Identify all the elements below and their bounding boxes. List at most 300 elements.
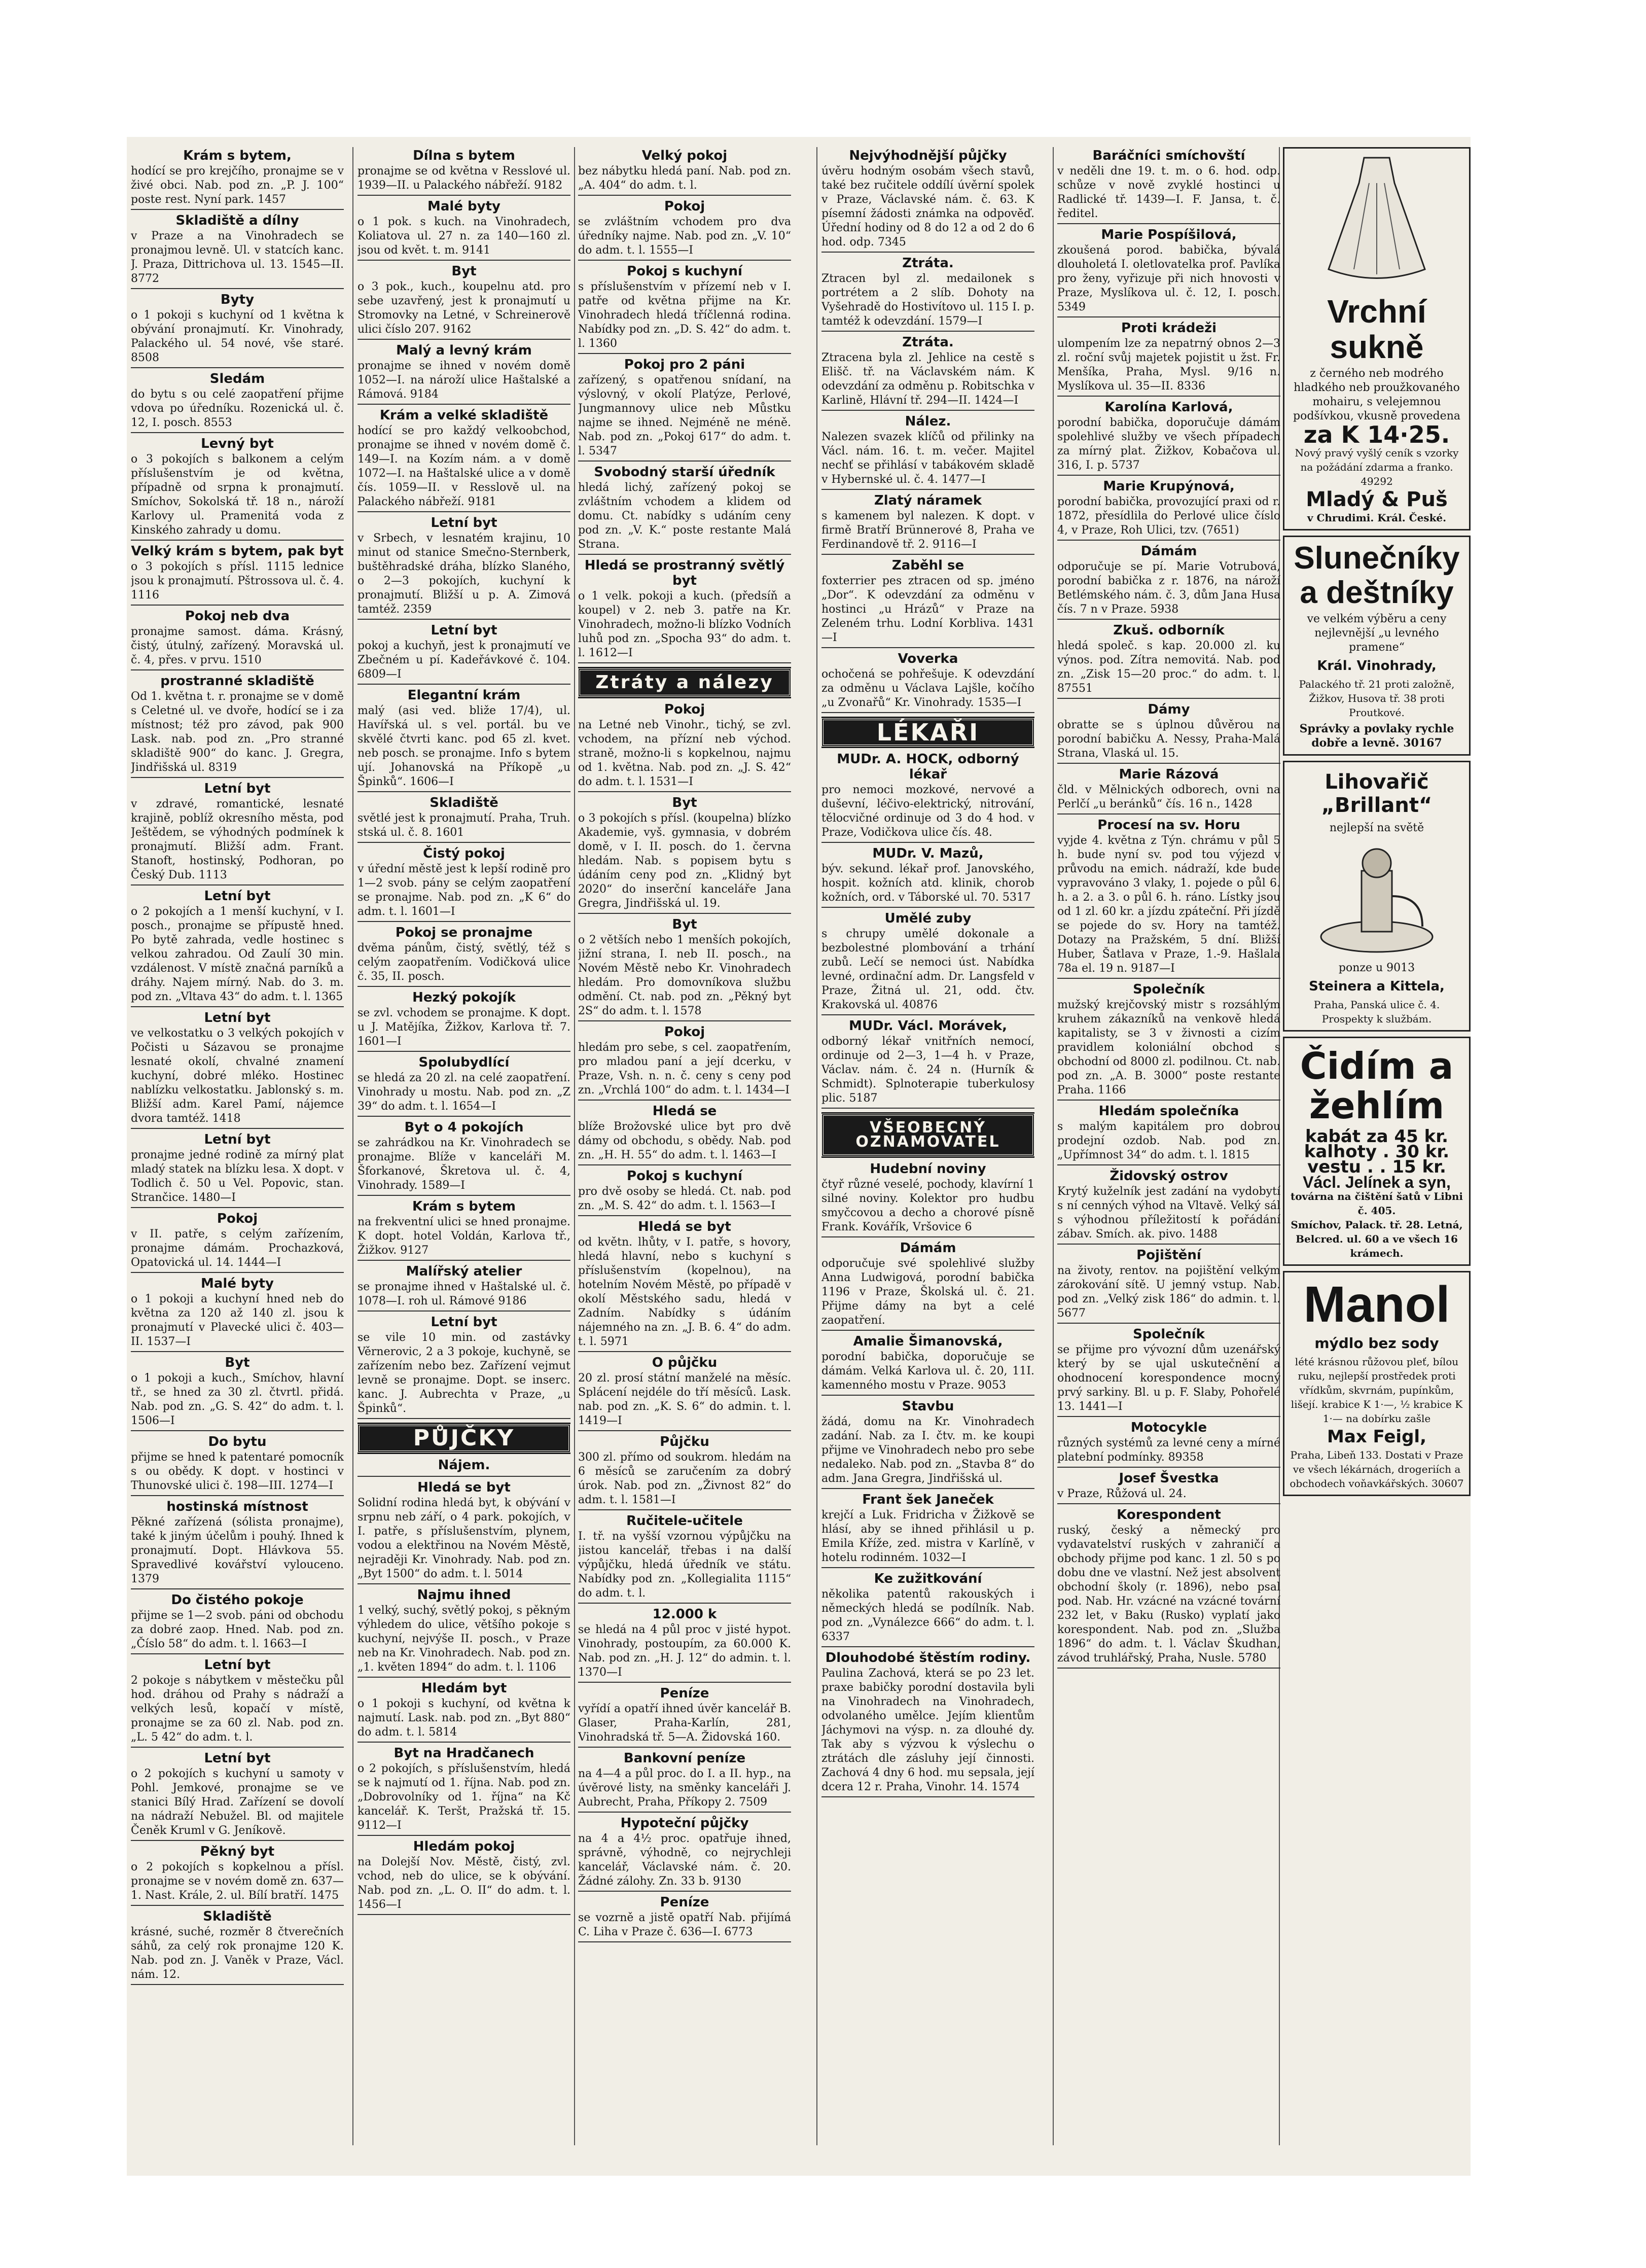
ad-text: Solidní rodina hledá byt, k obývání v srpnu neb září, o 4 park. pokojích, v I. patře, s příslušenstvím, plynem, vodou a elektřinou na Novém Městě, nejraději Kr. Vinohrady. Nab. pod zn. „Byt 1500“ do adm. t. l. 5014 bbox=[357, 1497, 570, 1580]
umbrella-ad-text: ve velkém výběru a ceny nejlevnější „u levného pramene“ bbox=[1307, 613, 1447, 654]
ad-heading: Dámy bbox=[1148, 702, 1190, 717]
ad-heading: Byt na Hradčanech bbox=[393, 1746, 534, 1761]
ad-text: v zdravé, romantické, lesnaté krajině, poblíž okresního města, pod Ještědem, se výhodných podmínek k pronajmutí. Bližší adm. Frant. Stanoft, hostinský, Podhoran, po Český Dub. 1113 bbox=[131, 798, 344, 881]
ad-heading: Společník bbox=[1133, 1327, 1205, 1342]
ad-text: porodní babička, doporučuje dámám spolehlivé služby ve všech případech za mírný plat. Žižkov, Kobačova ul. 316, I. p. 5737 bbox=[1057, 416, 1280, 472]
ad-text: pro dvě osoby se hledá. Ct. nab. pod zn. „M. S. 42“ do adm. t. l. 1563—I bbox=[578, 1185, 791, 1212]
ad-text: bez nábytku hledá paní. Nab. pod zn. „A. 404“ do adm. t. l. bbox=[578, 165, 791, 192]
skirt-ad-place: v Chrudimi. Král. České. bbox=[1307, 512, 1447, 524]
column-rule bbox=[574, 147, 575, 2145]
classified-ad bbox=[131, 674, 344, 778]
soap-ad-title: Manol bbox=[1303, 1276, 1450, 1333]
classified-column-2 bbox=[357, 147, 570, 2155]
ad-text: ruský, český a německý pro vydavatelství ruských v zahraničí a obchody přijme pod kanc. 1 zl. 50 s po dobu dne ve vlastní. Než jest absolvent obchodní školy (r. 1896), nebo psal pod. Nab. Hr. vzácné na vzácné tovární 232 let, v Baku (Rusko) vyplatí jako korespondent. Nab. pod zn. „Služba 1896“ do adm. t. l. Václav Škudhan, závod truhlářský, Praha, Nusle. 5780 bbox=[1057, 1524, 1280, 1664]
cleaning-ad bbox=[1283, 1037, 1471, 1266]
ad-text: pronajme samost. dáma. Krásný, čistý, útulný, zařízený. Moravská ul. č. 4, přes. v prvu. 1510 bbox=[131, 625, 344, 666]
ad-heading: MUDr. V. Mazů, bbox=[872, 846, 984, 861]
classified-ad bbox=[131, 371, 344, 433]
ad-text: o 2 pokojích s kuchyní u samoty v Pohl. Jemkové, pronajme se ve stanici Bílý Hrad. Zařízení se dovolí na nádraží Nebužel. Bl. od majitele Čeněk Kruml v G. Jeníkově. bbox=[131, 1767, 344, 1837]
ad-text: pronajme se ihned v novém domě 1052—I. na nároží ulice Haštalské a Rámová. 9184 bbox=[357, 360, 570, 401]
soap-ad-text: lété krásnou růžovou pleť, bílou ruku, nejlepší prostředek proti vřídkům, skvrnám, pupínkům, lišejí. krabice K 1·—, ½ krabice K 1·— na dobírku zašle bbox=[1291, 1356, 1463, 1425]
classified-ad bbox=[357, 1681, 570, 1743]
classified-ad bbox=[578, 1751, 791, 1813]
ad-text: malý (asi ved. bliže 17/4), ul. Havířská ul. s vel. portál. bu ve skvělé čtvrti kanc. pod 65 zl. kvet. neb posch. se pronajme. Info s bytem ují. Johanovská na Příkopě „u Špinků“. 1606—I bbox=[357, 704, 570, 788]
classified-ad bbox=[131, 609, 344, 670]
classified-ad bbox=[1057, 321, 1280, 397]
skirt-ad-text: z černého neb modrého hladkého neb proužkovaného mohairu, s velejemnou podšívkou, vkusně provedena bbox=[1293, 367, 1460, 422]
ad-heading: hostinská místnost bbox=[166, 1499, 308, 1514]
ad-text: o 1 velk. pokoji a kuch. (předsíň a koupel) v 2. neb 3. patře na Kr. Vinohradech, možno-li blízko Vodních luhů pod zn. „Spocha 93“ do adm. t. l. 1612—I bbox=[578, 590, 791, 659]
ad-heading: Pokoj bbox=[664, 199, 705, 214]
ad-heading: O půjčku bbox=[652, 1355, 718, 1370]
ad-text: mužský krejčovský mistr s rozsáhlým kruhem zákazníků na venkově hledá kapitalisty, se 3 v živnosti a cizím pravidlem koloniální obchod s obchodní od 8000 zl. podilnou. Ct. nab. pod zn. „A. B. 3000“ poste restante Praha. 1166 bbox=[1057, 999, 1280, 1096]
cleaning-ad-firm: Václ. Jelínek a syn, bbox=[1303, 1173, 1451, 1191]
ad-text: o 3 pokojích s přísl. (koupelna) blízko Akademie, vyš. gymnasia, v dobrém domě, v I. II. posch. do 1. června hledám. Nab. s popisem bytu s údáním ceny pod zn. „Klidný byt 2020“ do inserční kanceláře Jana Gregra, Jindřišská ul. 19. bbox=[578, 812, 791, 910]
classified-ad bbox=[357, 1587, 570, 1678]
ad-text: odporučuje své spolehlivé služby Anna Ludwigová, porodní babička 1196 v Praze, Školská ul. č. 21. Přijme dámy na byt a celé zaopatření. bbox=[821, 1257, 1034, 1327]
cleaning-ad-text2: Smíchov, Palack. tř. 28. Letná, Belcred. ul. 60 a ve všech 16 krámech. bbox=[1291, 1219, 1463, 1259]
classified-ad bbox=[357, 343, 570, 405]
ad-text: v Srbech, v lesnatém krajinu, 10 minut od stanice Smečno-Sternberk, buštěhradské dráha, blízko Slaného, o 2—3 pokojích, kuchyní k pronajmutí. Bližší u p. A. Zimová tamtéž. 2359 bbox=[357, 532, 570, 616]
ad-text: v Praze a na Vinohradech se pronajmou levně. Ul. v statcích kanc. J. Praza, Dittrichova ul. 13. 1545—II. 8772 bbox=[131, 230, 344, 285]
classified-ad bbox=[357, 990, 570, 1052]
ad-text: pro nemoci mozkové, nervové a duševní, léčivo-elektrický, nitrování, tělocvičné ordinuje od 3 do 4 hod. v Praze, Vodičkova ulice čís. 48. bbox=[821, 784, 1034, 839]
classified-ad bbox=[821, 148, 1034, 253]
ad-text: Pěkné zařízená (sólista pronajme), také k jiným účelům i pouhý. Ihned k pronajmutí. Dopt. Hlávkova 55. Spravedlivé kovářství vylouceno. 1379 bbox=[131, 1516, 344, 1585]
ad-heading: Velký pokoj bbox=[641, 148, 728, 163]
ad-heading: Ztráta. bbox=[902, 335, 954, 350]
classified-ad bbox=[131, 1909, 344, 1985]
ad-heading: Frant šek Janeček bbox=[862, 1492, 994, 1507]
ad-heading: Zaběhl se bbox=[891, 558, 964, 573]
classified-ad bbox=[357, 408, 570, 512]
ad-text: o 1 pokoji s kuchyní, od května k najmutí. Lask. nab. pod zn. „Byt 880“ do adm. t. l. 5814 bbox=[357, 1697, 570, 1739]
ad-text: přijme se 1—2 svob. páni od obchodu za dobré zaop. Hned. Nab. pod zn. „Číslo 58“ do adm. t. l. 1663—I bbox=[131, 1609, 344, 1650]
classified-ad bbox=[578, 1168, 791, 1216]
classified-ad bbox=[131, 889, 344, 1007]
distiller-ad-firm: Steinera a Kittela, bbox=[1309, 979, 1445, 994]
classified-ad bbox=[357, 1199, 570, 1261]
cleaning-ad-line1: kabát za 45 kr. bbox=[1305, 1126, 1449, 1147]
ad-text: v II. patře, s celým zařízením, pronajme dámám. Prochazková, Opatovická ul. 14. 1444—I bbox=[131, 1228, 344, 1269]
distiller-ad bbox=[1283, 761, 1471, 1032]
ad-heading: Hledám pokoj bbox=[413, 1839, 515, 1854]
classified-ad bbox=[1057, 148, 1280, 224]
ad-text: pronajme jedné rodině za mírný plat mladý statek na blízku lesa. X dopt. v Todlich č. 50 u Vel. Popovic, stan. Strančice. 1480—I bbox=[131, 1149, 344, 1204]
classified-ad bbox=[131, 1751, 344, 1841]
ad-heading: Byty bbox=[220, 292, 255, 307]
classified-ad bbox=[578, 702, 791, 792]
classified-ad bbox=[578, 357, 791, 462]
soap-ad-firm: Max Feigl, bbox=[1327, 1427, 1426, 1447]
classified-ad bbox=[357, 846, 570, 922]
ad-text: v neděli dne 19. t. m. o 6. hod. odp. schůze v nově zvyklé hostinci u Radlické tř. 1439—I. F. Jansa, t. č. ředitel. bbox=[1057, 165, 1280, 220]
ad-heading: Karolína Karlová, bbox=[1104, 400, 1233, 415]
classified-ad bbox=[821, 1161, 1034, 1237]
ad-heading: prostranné skladiště bbox=[160, 674, 314, 689]
ad-text: v Praze, Růžová ul. 24. bbox=[1057, 1487, 1187, 1500]
classified-ad bbox=[131, 1499, 344, 1589]
classified-ad bbox=[1057, 1248, 1280, 1324]
ad-heading: Elegantní krám bbox=[407, 688, 521, 703]
classified-ad bbox=[357, 1458, 570, 1477]
column-rule bbox=[352, 147, 353, 2145]
ad-heading: 12.000 k bbox=[652, 1607, 717, 1622]
ad-text: na frekventní ulici se hned pronajme. K dopt. hotel Voldán, Karlova tř., Žižkov. 9127 bbox=[357, 1216, 570, 1257]
ad-heading: Pokoj s kuchyní bbox=[627, 1168, 742, 1184]
ad-heading: Letní byt bbox=[431, 515, 497, 530]
ad-text: se zahrádkou na Kr. Vinohradech se pronajme. Blíže v kanceláři M. Šforkanové, Škretova ul. č. 4, Vinohrady. 1589—I bbox=[357, 1137, 570, 1192]
ad-text: se zvláštním vchodem pro dva úředníky najme. Nab. pod zn. „V. 10“ do adm. t. l. 1555—I bbox=[578, 216, 791, 257]
classified-ad bbox=[357, 264, 570, 340]
classified-ad bbox=[1057, 767, 1280, 814]
classified-ad bbox=[821, 558, 1034, 648]
classified-ad bbox=[578, 148, 791, 196]
ad-heading: Dámám bbox=[900, 1241, 956, 1256]
column-3-top bbox=[578, 148, 791, 663]
ad-text: Ztracena byla zl. Jehlice na cestě s Elišč. tř. na Václavském nám. K odevzdání za odměnu p. Robitschka v Karlině, Hlávní tř. 294—II. 1424—I bbox=[821, 351, 1034, 407]
ad-heading: Letní byt bbox=[204, 1132, 271, 1147]
ad-text: krásné, suché, rozměr 8 čtverečních sáhů, za celý rok pronajme 120 K. Nab. pod zn. J. Vaněk v Praze, Václ. nám. 12. bbox=[131, 1926, 344, 1981]
ad-heading: Dlouhodobé štěstím rodiny. bbox=[825, 1650, 1031, 1665]
ad-heading: Ke zužitkování bbox=[874, 1571, 982, 1586]
classified-ad bbox=[1057, 1327, 1280, 1417]
ad-text: žádá, domu na Kr. Vinohradech zadání. Nab. za I. čtv. m. ke koupi přijme ve Vinohradech nebo pro sebe nedaleko. Nab. pod zn. „Stavba 8“ do adm. Jana Gregra, Jindřišská ul. bbox=[821, 1415, 1034, 1485]
classified-ad bbox=[821, 1241, 1034, 1331]
ad-heading: Pokoj bbox=[664, 702, 705, 717]
ad-heading: Hledám společníka bbox=[1098, 1104, 1239, 1119]
classified-ad bbox=[357, 148, 570, 196]
ad-heading: Svobodný starší úředník bbox=[594, 465, 775, 480]
ad-heading: Korespondent bbox=[1117, 1507, 1221, 1522]
classified-ad bbox=[131, 1010, 344, 1129]
ad-heading: Byt bbox=[672, 795, 697, 810]
ad-heading: Skladiště bbox=[203, 1909, 272, 1924]
ad-heading: Do čistého pokoje bbox=[171, 1592, 304, 1608]
classified-ad bbox=[578, 264, 791, 354]
ad-heading: Nález. bbox=[905, 414, 951, 429]
classified-column-1 bbox=[131, 147, 344, 2155]
ad-text: 1 velký, suchý, světlý pokoj, s pěkným výhledem do ulice, většího pokoje s kuchyní, nejvýše II. posch., v Praze neb na Kr. Vinohradech. Nab. pod zn. „1. květen 1894“ do adm. t. l. 1106 bbox=[357, 1604, 570, 1674]
classified-ad bbox=[1057, 818, 1280, 979]
classified-ad bbox=[131, 436, 344, 541]
ad-heading: Společník bbox=[1133, 982, 1205, 997]
ad-heading: Baráčníci smíchovští bbox=[1092, 148, 1245, 163]
classified-ad bbox=[1057, 227, 1280, 317]
classified-ad bbox=[131, 292, 344, 368]
ad-heading: Hledá se byt bbox=[638, 1219, 731, 1234]
ad-text: 20 zl. prosí státní manželé na měsíc. Splácení nejdéle do tří měsíců. Lask. nab. pod zn. „K. S. 6“ do admin. t. l. 1419—I bbox=[578, 1372, 791, 1427]
classified-ad bbox=[131, 213, 344, 289]
ad-heading: Skladiště bbox=[430, 795, 498, 810]
ad-heading: Letní byt bbox=[204, 781, 271, 796]
ad-heading: Pokoj neb dva bbox=[185, 609, 290, 624]
ad-text: na Dolejší Nov. Městě, čistý, zvl. vchod, neb do ulice, se k obývání. Nab. pod zn. „L. O. II“ do adm. t. l. 1456—I bbox=[357, 1856, 570, 1911]
ad-heading: Malé byty bbox=[427, 199, 500, 214]
classified-ad bbox=[578, 1816, 791, 1892]
ad-heading: Marie Pospíšilová, bbox=[1101, 227, 1237, 242]
ad-text: v úřední městě jest k lepší rodině pro 1—2 svob. pány se celým zaopatření se pronajme. Nab. pod zn. „K 6“ do adm. t. l. 1601—I bbox=[357, 863, 570, 918]
ad-text: blíže Brožovské ulice byt pro dvě dámy od obchodu, s obědy. Nab. pod zn. „H. H. 55“ do adm. t. l. 1463—I bbox=[578, 1120, 791, 1161]
ad-text: Paulina Zachová, která se po 23 let. praxe babičky porodní dostavila byli na Vinohradech na Vinohradech, odvolaného umělce. Jejím klientům Jáchymovi na výsp. n. za dlouhé dy. Tak aby s výzvou k výslechu o ztrátách dle zásluhy její činnosti. Zachová 4 dny 6 hod. mu sepsala, její dcera 12 r. Praha, Vinohr. 14. 1574 bbox=[821, 1667, 1034, 1793]
skirt-ad bbox=[1283, 147, 1471, 530]
ztraty-banner: Ztráty a nálezy bbox=[578, 668, 791, 697]
classified-ad bbox=[357, 1839, 570, 1915]
classified-ad bbox=[821, 256, 1034, 332]
ad-text: dvěma pánům, čistý, světlý, též s celým zaopatřením. Vodičková ulice č. 35, II. posch. bbox=[357, 942, 570, 983]
ad-heading: Motocykle bbox=[1130, 1420, 1207, 1435]
skirt-ad-price: za K 14·25. bbox=[1303, 421, 1450, 448]
classified-ad bbox=[131, 1657, 344, 1748]
ad-text: se vozrně a jistě opatří Nab. přijímá C. Liha v Praze č. 636—I. 6773 bbox=[578, 1911, 791, 1938]
classified-ad bbox=[1057, 982, 1280, 1101]
column-rule bbox=[816, 147, 817, 2145]
ad-heading: Ručitele-učitele bbox=[626, 1513, 743, 1529]
classified-ad bbox=[1057, 479, 1280, 541]
classified-ad bbox=[821, 651, 1034, 713]
ad-text: hodící se pro krejčího, pronajme se v živé obci. Nab. pod zn. „P. J. 100“ poste rest. Nyní park. 1457 bbox=[131, 165, 344, 206]
ad-text: ulompením lze za nepatrný obnos 2—3 zl. roční svůj majetek pojistit u žst. Fr. Menšíka, Praha, Mysl. 9/16 n. Myslíkova ul. 35—II. 8336 bbox=[1057, 337, 1280, 393]
classified-ad bbox=[578, 1686, 791, 1748]
classified-column-3 bbox=[578, 147, 791, 2155]
ad-heading: Hledá se prostranný světlý byt bbox=[584, 558, 785, 588]
ad-heading: Malé byty bbox=[201, 1276, 274, 1291]
ad-heading: Ztráta. bbox=[902, 256, 954, 271]
ad-heading: Velký krám s bytem, pak byt bbox=[131, 544, 344, 559]
ad-text: o 3 pokojích s balkonem a celým příslušenstvím je od května, případně od srpna k pronajmutí. Smíchov, Sokolská tř. 18 n., nároží Karlovy ul. Pramenitá voda z Kinského zahrady u domu. bbox=[131, 453, 344, 537]
ad-heading: Letní byt bbox=[204, 1010, 271, 1025]
ad-heading: Zlatý náramek bbox=[874, 493, 982, 508]
ad-heading: Peníze bbox=[660, 1686, 709, 1701]
ad-text: vyřídí a opatří ihned úvěr kancelář B. Glaser, Praha-Karlín, 281, Vinohradská tř. 5—A. Židovská 160. bbox=[578, 1703, 791, 1744]
classified-ad bbox=[131, 1211, 344, 1273]
classified-ad bbox=[131, 1592, 344, 1654]
classified-ad bbox=[1057, 1168, 1280, 1245]
ad-heading: Zkuš. odborník bbox=[1113, 623, 1225, 638]
skirt-illustration bbox=[1293, 153, 1460, 290]
umbrella-ad-title: Slunečníky a deštníky bbox=[1294, 541, 1460, 610]
soap-ad-place: Praha, Libeň 133. Dostati v Praze ve všech lékárnách, drogeriích a obchodech voňavkářských. 30607 bbox=[1290, 1449, 1464, 1490]
classified-ad bbox=[131, 1434, 344, 1496]
ad-text: o 2 pokojích a 1 menší kuchyní, v I. posch., pronajme se přípustě hned. Po bytě zahrada, vedle hostinec s velkou zahradou. Od Zaulí 30 min. vzdálenost. V místě značná parníků a dráhy. Najem mírný. Nab. do 3. m. pod zn. „Vltava 43“ do adm. t. l. 1365 bbox=[131, 905, 344, 1003]
ad-text: porodní babička, provozující praxi od r. 1872, přesídlila do Perlové ulice číslo 4, v Praze, Roh Ulici, tzv. (7651) bbox=[1057, 495, 1280, 537]
classified-ad bbox=[821, 911, 1034, 1015]
classified-ad bbox=[357, 1746, 570, 1836]
classified-column-4 bbox=[821, 147, 1034, 2155]
classified-ad bbox=[1057, 1420, 1280, 1468]
pujcky-banner: PŮJČKY bbox=[357, 1424, 570, 1452]
ad-text: na životy, rentov. na pojištění velkým zárokování sítě. U jemný vstup. Nab. pod zn. „Velký zisk 186“ do admin. t. l. 5677 bbox=[1057, 1264, 1280, 1320]
ad-text: Krytý kuželník jest zadání na vydobytí s ní cenných výhod na Vltavě. Velký sál s výhodnou příležitostí k pořádání zábav. Smích. ak. pivo. 1488 bbox=[1057, 1185, 1280, 1241]
ad-heading: Malířský atelier bbox=[406, 1264, 522, 1279]
skirt-ad-note: Nový pravý vyšlý ceník s vzorky na požádání zdarma a franko. 49292 bbox=[1295, 447, 1459, 487]
ad-text: se pronajme ihned v Haštalské ul. č. 1078—I. roh ul. Rámové 9186 bbox=[357, 1281, 570, 1307]
umbrella-ad-note: Správky a povlaky rychle dobře a levně. 30167 bbox=[1299, 722, 1454, 750]
ad-heading: Pokoj bbox=[217, 1211, 258, 1226]
classified-ad bbox=[578, 465, 791, 555]
ad-heading: Čistý pokoj bbox=[423, 846, 505, 861]
ad-text: různých systémů za levné ceny a mírné platební podmínky. 89358 bbox=[1057, 1437, 1280, 1464]
classified-ad bbox=[578, 1104, 791, 1165]
ad-heading: Marie Krupýnová, bbox=[1103, 479, 1235, 494]
ad-heading: Dílna s bytem bbox=[413, 148, 515, 163]
ad-heading: Pokoj se pronajme bbox=[395, 925, 533, 940]
classified-ad bbox=[357, 1055, 570, 1117]
column-3-bottom bbox=[578, 702, 791, 1942]
ad-text: 300 zl. přímo od soukrom. hledám na 6 měsíců se zaručením za dobrý úrok. Nab. pod zn. „Živnost 82“ do adm. t. l. 1581—I bbox=[578, 1451, 791, 1506]
cleaning-ad-line2: kalhoty . 30 kr. bbox=[1304, 1142, 1450, 1162]
ad-text: světlé jest k pronajmutí. Praha, Truh. stská ul. č. 8. 1601 bbox=[357, 812, 570, 839]
ad-heading: Letní byt bbox=[431, 1315, 497, 1330]
ad-text: čtyř různé veselé, pochody, klavírní 1 silné noviny. Kolektor pro hudbu smyčcovou a decho a chorové písně Frank. Kovářík, Vršovice 6 bbox=[821, 1178, 1034, 1233]
cleaning-ad-title: Čidím a žehlím bbox=[1300, 1045, 1454, 1127]
ad-heading: MUDr. A. HOCK, odborný lékař bbox=[837, 752, 1019, 782]
ad-heading: Malý a levný krám bbox=[396, 343, 532, 358]
classified-ad bbox=[578, 917, 791, 1021]
ad-text: krejčí a Luk. Fridricha v Žižkově se hlásí, aby se ihned přihlásil u p. Emila Kříže, zed. mistra v Karlíně, v hotelu rodinném. 1032—I bbox=[821, 1509, 1034, 1564]
classified-ad bbox=[131, 1844, 344, 1906]
ad-heading: Letní byt bbox=[204, 1751, 271, 1766]
ad-text: I. tř. na vyšší vzornou výpůjčku na jistou kancelář, třebas i na další výpůjčku, hledá úředník ve státu. Nabídky pod zn. „Kollegialita 1115“ do adm. t. l. bbox=[578, 1530, 791, 1600]
ad-heading: Hudební noviny bbox=[870, 1161, 986, 1177]
ad-heading: Nájem. bbox=[438, 1458, 490, 1473]
ad-text: o 1 pok. s kuch. na Vinohradech, Koliatova ul. 27 n. za 140—160 zl. jsou od květ. t. m. 9141 bbox=[357, 216, 570, 257]
classified-ad bbox=[821, 846, 1034, 908]
ad-text: o 2 pokojích, s příslušenstvím, hledá se k najmutí od 1. října. Nab. pod zn. „Dobrovolníky od 1. října“ na Kč kancelář. K. Teršt, Pražská tř. 15. 9112—I bbox=[357, 1762, 570, 1832]
ad-text: od květn. lhůty, v I. patře, s hovory, hledá hlavní, nebo s kuchyní s příslušenstvím (kopelnou), na hotelním Novém Městě, po případě v okolí Městského sadu, hledá v Zadním. Nabídky s údáním nájemného na zn. „J. B. 6. 4“ do adm. t. l. 5971 bbox=[578, 1236, 791, 1348]
ad-text: foxterrier pes ztracen od sp. jméno „Dor“. K odevzdání za odměnu v hostinci „u Hrázů“ v Praze na Zeleném trhu. Lodní Korbliva. 1431—I bbox=[821, 575, 1034, 644]
classified-ad bbox=[821, 1399, 1034, 1489]
ad-text: ochočená se pohřešuje. K odevzdání za odměnu u Václava Lajšle, kočího „u Zvonařů“ Kr. Vinohrady. 1535—I bbox=[821, 668, 1034, 709]
ad-text: vyjde 4. května z Týn. chrámu v půl 5 h. bude nyní sv. pod tou výjezd v průvodu na emich. nádraží, kde bude vypravováno 3 vlaky, 1. pojede o půl 6. h. a 2. a 3. o půl 6. h. ráno. Lístky jsou od 1 zl. 60 kr. a jízdu zpáteční. Při jízdě se pojede do sv. Hory na tamtéž. Dotazy na Pražském, 5 dní. Bližší Huber, Šatlava v Praze, 1.-9. Hašlala 78a el. 19 n. 9187—I bbox=[1057, 834, 1280, 975]
ad-heading: Byt o 4 pokojích bbox=[404, 1120, 524, 1135]
umbrella-ad-text2: Palackého tř. 21 proti založně, Žižkov, Husova tř. 38 proti Proutkové. bbox=[1299, 678, 1455, 719]
ad-heading: Hledá se bbox=[652, 1104, 717, 1119]
ad-heading: Voverka bbox=[898, 651, 958, 666]
ad-text: o 3 pok., kuch., koupelnu atd. pro sebe uzavřený, jest k pronajmutí u Stromovky na Letné, v Schreinerově ulici číslo 207. 9162 bbox=[357, 280, 570, 336]
ad-heading: Hypoteční půjčky bbox=[620, 1816, 749, 1831]
classified-ad bbox=[578, 558, 791, 663]
ad-text: s malým kapitálem pro dobrou prodejní ozdob. Nab. pod zn. „Upřímnost 34“ do adm. t. l. 1815 bbox=[1057, 1120, 1280, 1161]
ad-heading: Dámám bbox=[1140, 544, 1197, 559]
classified-ad bbox=[821, 1571, 1034, 1647]
ad-text: o 1 pokoji s kuchyní od 1 května k obývání pronajmutí. Kr. Vinohrady, Palackého ul. 54 nové, vše staré. 8508 bbox=[131, 309, 344, 364]
ad-text: zkoušená porod. babička, bývalá dlouholetá I. oletlovatelka prof. Pavlíka pro ženy, vyřizuje při nich hnovosti v Praze, Myslíkova ul. č. 12, I. posch. 5349 bbox=[1057, 244, 1280, 313]
classified-ad bbox=[578, 795, 791, 914]
ad-heading: Sledám bbox=[209, 371, 265, 386]
ad-text: několika patentů rakouských i německých hledá se podílník. Nab. pod zn. „Vynálezce 666“ do adm. t. l. 6337 bbox=[821, 1588, 1034, 1643]
classified-column-5 bbox=[1057, 147, 1280, 2155]
cleaning-ad-line3: vestu . . 15 kr. bbox=[1307, 1157, 1446, 1177]
ad-text: pronajme se od května v Resslové ul. 1939—II. u Palackého nábřeží. 9182 bbox=[357, 165, 570, 192]
ad-text: hledá společ. s kap. 20.000 zl. ku výnos. pod. Zítra nemovitá. Nab. pod zn. „Zisk 15—20 proc.“ do adm. t. l. 87551 bbox=[1057, 640, 1280, 695]
classified-ad bbox=[357, 1480, 570, 1584]
ad-heading: Krám s bytem, bbox=[183, 148, 292, 163]
distiller-ad-title: Lihovařič „Brillant“ bbox=[1321, 770, 1433, 817]
classified-ad bbox=[821, 752, 1034, 843]
ad-heading: Letní byt bbox=[204, 1657, 271, 1673]
skirt-ad-title: Vrchní sukně bbox=[1327, 293, 1426, 365]
cleaning-ad-text: továrna na čištění šatů v Libni č. 405. bbox=[1290, 1190, 1463, 1217]
ad-heading: Do bytu bbox=[208, 1434, 267, 1449]
ad-heading: Josef Švestka bbox=[1119, 1471, 1219, 1486]
ad-heading: Letní byt bbox=[431, 623, 497, 638]
soap-ad bbox=[1283, 1271, 1471, 1496]
ad-text: úvěru hodným osobám všech stavů, také bez ručitele oddílí úvěrní spolek v Praze, Václavské nám. č. 63. K písemní žádosti známka na odpověď. Úřední hodiny od 8 do 12 a od 2 do 6 hod. odp. 7345 bbox=[821, 165, 1034, 249]
classified-ad bbox=[821, 335, 1034, 411]
classified-ad bbox=[131, 1132, 344, 1208]
ad-text: čld. v Mělnických odborech, ovni na Perlčí „u beránků“ čís. 16 n., 1428 bbox=[1057, 784, 1280, 810]
column-rule bbox=[1053, 147, 1054, 2145]
ad-heading: Byt bbox=[225, 1355, 250, 1370]
distiller-ad-price: ponze u 9013 bbox=[1338, 962, 1415, 974]
classified-ad bbox=[1057, 623, 1280, 699]
distiller-illustration bbox=[1301, 835, 1453, 957]
ad-heading: Nejvýhodnější půjčky bbox=[849, 148, 1007, 163]
classified-ad bbox=[357, 1315, 570, 1419]
ad-heading: Peníze bbox=[660, 1895, 709, 1910]
classified-ad bbox=[821, 1018, 1034, 1109]
lekari-banner: LÉKAŘI bbox=[821, 718, 1034, 747]
classified-ad bbox=[1057, 1104, 1280, 1165]
ad-text: Ztracen byl zl. medailonek s portrétem a 2 slíb. Dohoty na Vyšehradě do Hostivítovo ul. 115 I. p. tamtéž k odevzdání. 1579—I bbox=[821, 272, 1034, 328]
ad-heading: Bankovní peníze bbox=[623, 1751, 746, 1766]
classified-ad bbox=[821, 1492, 1034, 1568]
ad-heading: Hledá se byt bbox=[417, 1480, 511, 1495]
ad-text: se hledá za 20 zl. na celé zaopatření. Vinohrady u mostu. Nab. pod zn. „Z 39“ do adm. t. l. 1654—I bbox=[357, 1072, 570, 1113]
classified-ad bbox=[1057, 702, 1280, 764]
classified-ad bbox=[821, 1650, 1034, 1797]
umbrella-ad-firm: Král. Vinohrady, bbox=[1317, 658, 1437, 674]
ad-heading: Amalie Šimanovská, bbox=[853, 1334, 1003, 1349]
ad-heading: Levný byt bbox=[201, 436, 274, 451]
ad-text: 2 pokoje s nábytkem v městečku půl hod. dráhou od Prahy s nádraží a velkých lesů, kopačí v místě, pronajme se za 60 zl. Nab. pod zn. „L. 5 42“ do adm. t. l. bbox=[131, 1674, 344, 1744]
ad-text: pokoj a kuchyň, jest k pronajmutí ve Zbečném u pí. Kadeřávkové č. 104. 6809—I bbox=[357, 640, 570, 681]
ad-heading: Spolubydlící bbox=[418, 1055, 510, 1070]
classified-ad bbox=[821, 493, 1034, 555]
classified-ad bbox=[357, 515, 570, 620]
classified-ad bbox=[1057, 544, 1280, 620]
ad-text: porodní babička, doporučuje se dámám. Velká Karlova ul. č. 20, 11I. kamenného mostu v Praze. 9053 bbox=[821, 1351, 1034, 1392]
classified-ad bbox=[357, 199, 570, 261]
ad-heading: Najmu ihned bbox=[417, 1587, 511, 1603]
vseobecny-banner: VŠEOBECNÝ OZNAMOVATEL bbox=[821, 1114, 1034, 1156]
ad-text: ve velkostatku o 3 velkých pokojích v Počisti u Sázavou se pronajme lesnaté okolí, chvalné znamení kuchyní, dobré mléko. Hostinec nablízku velkostatku. Jablonský s. m. Bližší adm. Karel Pamí, nájemce dvora tamtéž. 1418 bbox=[131, 1027, 344, 1125]
classified-ad bbox=[1057, 1507, 1280, 1669]
ad-text: hodící se pro každý velkoobchod, pronajme se ihned v novém domě č. 149—I. na Kozím nám. a v domě 1072—I. na Haštalské ulice a v domě čís. 1059—II. v Resslově ul. na Palackého nábřeží. 9181 bbox=[357, 424, 570, 508]
ad-text: s kamenem byl nalezen. K dopt. v firmě Bratří Brünnerové 8, Praha ve Ferdinandově tř. 2. 9116—I bbox=[821, 510, 1034, 551]
ad-text: odborný lékař vnitřních nemocí, ordinuje od 2—3, 1—4 h. v Praze, Václav. nám. č. 24 n. (Hurník & Schmidt). Splnoterapie tuberkulosy plic. 5187 bbox=[821, 1035, 1034, 1105]
classified-ad bbox=[578, 1895, 791, 1942]
ad-text: přijme se hned k patentaré pomocník s ou obědy. K dopt. v hostinci v Thunovské ulici č. 198—III. 1274—I bbox=[131, 1451, 344, 1492]
skirt-ad-firm: Mladý & Puš bbox=[1306, 488, 1448, 511]
ad-text: obratte se s úplnou důvěrou na porodní babičku A. Nessy, Praha-Malá Strana, Vlaská ul. 15. bbox=[1057, 719, 1280, 760]
display-ads-column bbox=[1283, 147, 1471, 2155]
soap-ad-sub: mýdlo bez sody bbox=[1314, 1335, 1439, 1352]
ad-text: zařízený, s opatřenou snídaní, na výslovný, v okolí Platýze, Perlové, Jungmannovy ulice neb Můstku najme se ihned. Nejméně ne méně. Nab. pod zn. „Pokoj 617“ do adm. t. l. 5347 bbox=[578, 374, 791, 457]
ad-text: Nalezen svazek klíčů od přilinky na Václ. nám. 16. t. m. večer. Majitel nechť se přihlásí v tabákovém skladě v Hybernské ul. č. 4. 1477—I bbox=[821, 431, 1034, 486]
ad-heading: Půjčku bbox=[660, 1434, 709, 1449]
classified-ad bbox=[578, 1219, 791, 1352]
ad-heading: Umělé zuby bbox=[884, 911, 972, 926]
column-4-top bbox=[821, 148, 1034, 713]
classified-ad bbox=[578, 1513, 791, 1604]
ad-text: hledá lichý, zařízený pokoj se zvláštním vchodem a klidem od domu. Ct. nabídky s udáním ceny pod zn. „V. K.“ poste restante Malá Strana. bbox=[578, 481, 791, 551]
ad-text: o 3 pokojích s přísl. 1115 lednice jsou k pronajmutí. Pštrossova ul. č. 4. 1116 bbox=[131, 560, 344, 601]
classified-ad bbox=[578, 1434, 791, 1510]
classified-ad bbox=[578, 1355, 791, 1431]
classified-ad bbox=[131, 1355, 344, 1431]
